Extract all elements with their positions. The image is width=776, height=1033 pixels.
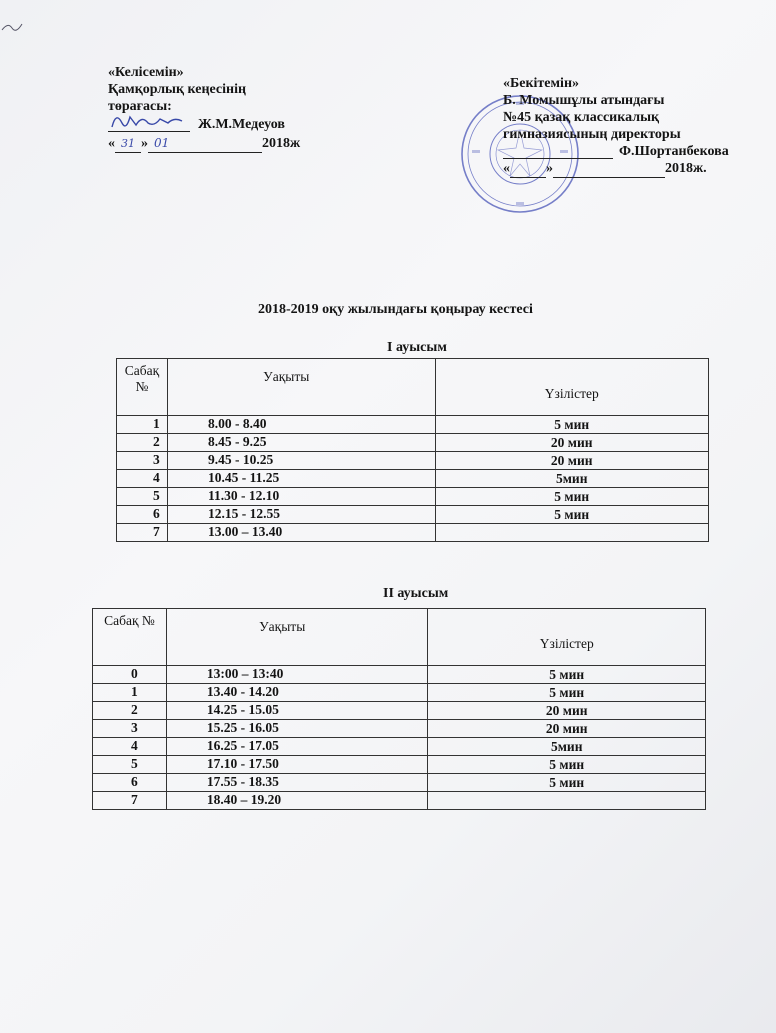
right-signature-line [503, 143, 729, 160]
document-title: 2018-2019 оқу жылындағы қоңырау кестесі [258, 302, 533, 317]
lesson-number: 2 [117, 434, 168, 452]
lesson-number: 4 [117, 470, 168, 488]
table-row [93, 756, 706, 774]
break-duration: 5 мин [428, 666, 706, 684]
shift1-heading: I ауысым [387, 340, 447, 355]
break-duration: 5 мин [435, 506, 709, 524]
table-row [117, 416, 709, 434]
lesson-time: 18.40 – 19.20 [166, 792, 428, 810]
agree-heading: «Келісемін» [108, 65, 184, 80]
school-name-line2: №45 қазақ классикалық [503, 110, 660, 125]
lesson-time: 13.40 - 14.20 [166, 684, 428, 702]
lesson-number: 3 [117, 452, 168, 470]
lesson-time: 11.30 - 12.10 [167, 488, 435, 506]
left-approval-block [108, 64, 300, 151]
right-date-mid: » [546, 161, 553, 176]
table-row [93, 666, 706, 684]
shift2-header-row [93, 609, 706, 666]
director-label: гимназиясының директоры [503, 127, 681, 142]
break-duration: 20 мин [428, 702, 706, 720]
table-row [117, 434, 709, 452]
break-duration [435, 524, 709, 542]
left-date-month: 01 [148, 135, 262, 153]
break-duration: 5 мин [435, 488, 709, 506]
table-row [93, 792, 706, 810]
school-name-line1: Б. Момышұлы атындағы [503, 93, 665, 108]
shift1-table [116, 358, 709, 542]
lesson-number: 1 [93, 684, 167, 702]
right-signature-underline [503, 143, 613, 159]
right-approval-block [503, 75, 729, 177]
lesson-time: 8.45 - 9.25 [167, 434, 435, 452]
left-signature-line [108, 115, 300, 133]
table-row [117, 452, 709, 470]
lesson-number: 1 [117, 416, 168, 434]
col-breaks: Үзілістер [435, 359, 709, 416]
col-time: Уақыты [166, 609, 428, 666]
table-row [117, 488, 709, 506]
col-breaks: Үзілістер [428, 609, 706, 666]
left-date-year: 2018ж [262, 136, 301, 151]
left-date-open: « [108, 136, 115, 151]
board-label: Қамқорлық кеңесінің [108, 82, 247, 97]
lesson-time: 10.45 - 11.25 [167, 470, 435, 488]
left-date-day: 31 [115, 135, 141, 153]
lesson-number: 0 [93, 666, 167, 684]
shift2-table [92, 608, 706, 810]
approve-heading: «Бекітемін» [503, 76, 580, 91]
lesson-number: 6 [93, 774, 167, 792]
right-date-open: « [503, 161, 510, 176]
table-row [93, 684, 706, 702]
left-date-line [108, 135, 300, 153]
right-date-month-blank [553, 160, 665, 178]
table-row [93, 702, 706, 720]
break-duration: 5 мин [435, 416, 709, 434]
lesson-number: 2 [93, 702, 167, 720]
lesson-number: 4 [93, 738, 167, 756]
left-date-mid: » [141, 136, 148, 151]
break-duration: 5 мин [428, 684, 706, 702]
lesson-time: 12.15 - 12.55 [167, 506, 435, 524]
table-row [93, 774, 706, 792]
lesson-time: 14.25 - 15.05 [166, 702, 428, 720]
right-date-year: 2018ж. [665, 161, 707, 176]
break-duration [428, 792, 706, 810]
right-signer-name: Ф.Шортанбекова [619, 144, 729, 159]
col-lesson-number: Сабақ № [93, 609, 167, 666]
shift2-heading: II ауысым [383, 586, 449, 601]
break-duration: 5мин [435, 470, 709, 488]
table-row [93, 720, 706, 738]
lesson-time: 15.25 - 16.05 [166, 720, 428, 738]
lesson-time: 17.10 - 17.50 [166, 756, 428, 774]
break-duration: 5 мин [428, 756, 706, 774]
lesson-number: 3 [93, 720, 167, 738]
left-signer-name: Ж.М.Медеуов [198, 117, 285, 132]
lesson-number: 5 [117, 488, 168, 506]
break-duration: 20 мин [435, 434, 709, 452]
shift1-header-row [117, 359, 709, 416]
lesson-time: 8.00 - 8.40 [167, 416, 435, 434]
right-date-day-blank [510, 160, 546, 178]
lesson-number: 7 [117, 524, 168, 542]
margin-mark-icon [0, 0, 30, 40]
lesson-time: 13.00 – 13.40 [167, 524, 435, 542]
right-date-line [503, 160, 707, 177]
left-signature-icon [108, 109, 198, 133]
break-duration: 20 мин [435, 452, 709, 470]
col-time: Уақыты [167, 359, 435, 416]
break-duration: 5 мин [428, 774, 706, 792]
lesson-number: 6 [117, 506, 168, 524]
chair-label: төрағасы: [108, 99, 172, 114]
break-duration: 20 мин [428, 720, 706, 738]
lesson-number: 7 [93, 792, 167, 810]
lesson-time: 17.55 - 18.35 [166, 774, 428, 792]
table-row [117, 506, 709, 524]
lesson-time: 16.25 - 17.05 [166, 738, 428, 756]
table-row [93, 738, 706, 756]
lesson-number: 5 [93, 756, 167, 774]
break-duration: 5мин [428, 738, 706, 756]
table-row [117, 470, 709, 488]
table-row [117, 524, 709, 542]
lesson-time: 9.45 - 10.25 [167, 452, 435, 470]
col-lesson-number: Сабақ № [117, 359, 168, 416]
lesson-time: 13:00 – 13:40 [166, 666, 428, 684]
